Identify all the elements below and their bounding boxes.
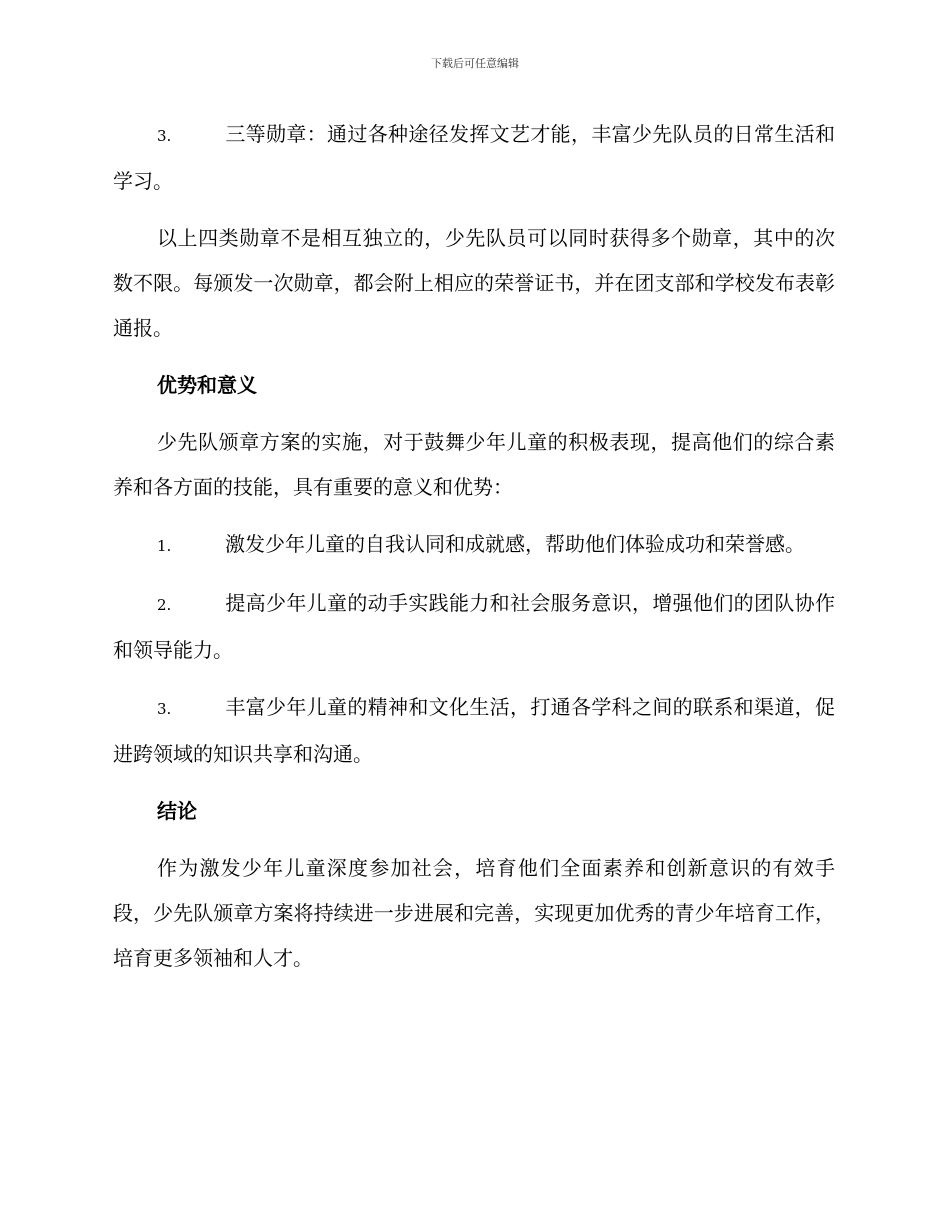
list-item-text: 提高少年儿童的动手实践能力和社会服务意识，增强他们的团队协作和领导能力。	[113, 591, 835, 662]
list-item-number: 1.	[157, 537, 172, 555]
paragraph: 少先队颁章方案的实施，对于鼓舞少年儿童的积极表现，提高他们的综合素养和各方面的技能，具有重要的意义和优势：	[113, 430, 835, 499]
page-header: 下载后可任意编辑	[431, 57, 519, 70]
list-item	[113, 112, 835, 204]
list-item-number: 2.	[157, 596, 172, 614]
section-heading: 结论	[157, 799, 197, 823]
list-item	[113, 685, 835, 777]
document-body	[113, 112, 835, 993]
list-item-number: 3.	[157, 700, 172, 718]
section-heading: 优势和意义	[157, 373, 257, 397]
list-item	[113, 522, 835, 569]
list-item-text: 激发少年儿童的自我认同和成就感，帮助他们体验成功和荣誉感。	[225, 532, 805, 556]
list-item-number: 3.	[157, 127, 172, 145]
list-item	[113, 581, 835, 673]
list-item-text: 丰富少年儿童的精神和文化生活，打通各学科之间的联系和渠道，促进跨领域的知识共享和沟通。	[113, 695, 835, 766]
paragraph: 以上四类勋章不是相互独立的，少先队员可以同时获得多个勋章，其中的次数不限。每颁发一次勋章，都会附上相应的荣誉证书，并在团支部和学校发布表彰通报。	[113, 226, 835, 340]
list-item-text: 三等勋章：通过各种途径发挥文艺才能，丰富少先队员的日常生活和学习。	[113, 122, 835, 193]
paragraph: 作为激发少年儿童深度参加社会，培育他们全面素养和创新意识的有效手段，少先队颁章方案将持续进一步进展和完善，实现更加优秀的青少年培育工作，培育更多领袖和人才。	[113, 856, 835, 970]
